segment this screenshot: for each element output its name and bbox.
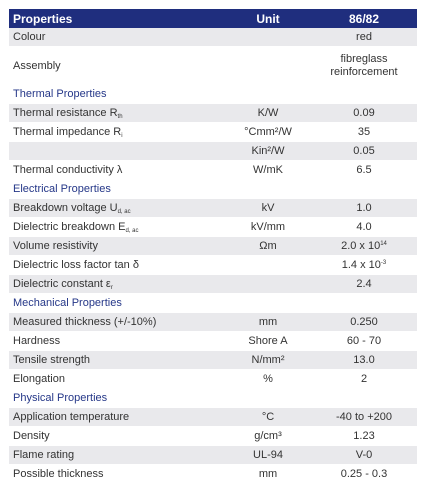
value-text: 4.0 — [356, 221, 372, 233]
value-cell — [311, 411, 417, 423]
unit-cell: W/mK — [253, 164, 283, 176]
value-cell — [311, 259, 417, 271]
table-row — [9, 275, 417, 294]
property-label: Application temperature — [13, 411, 130, 423]
unit-cell: g/cm³ — [254, 430, 282, 442]
value-cell — [311, 107, 417, 119]
property-cell — [9, 449, 225, 461]
property-label: Possible thickness — [13, 468, 104, 480]
unit-cell: Kin²/W — [251, 145, 285, 157]
value-text: 1.0 — [356, 202, 372, 214]
table-row — [9, 218, 417, 237]
property-label: Flame rating — [13, 449, 75, 461]
unit-cell: kV/mm — [250, 221, 286, 233]
property-label: Density — [13, 430, 50, 442]
property-cell — [9, 354, 225, 366]
value-cell — [311, 354, 417, 366]
unit-cell: UL-94 — [253, 449, 283, 461]
value-text: 35 — [357, 126, 371, 138]
value-text: 60 - 70 — [346, 335, 382, 347]
header-grade: 86/82 — [348, 11, 380, 26]
value-text: 13.0 — [353, 354, 375, 366]
header-unit: Unit — [256, 11, 280, 26]
value-exponent: -3 — [380, 260, 387, 266]
property-subscript: th — [117, 114, 123, 120]
property-label: Elongation — [13, 373, 65, 385]
value-cell — [311, 278, 417, 290]
section-title: Electrical Properties — [13, 183, 111, 195]
table-row — [9, 237, 417, 256]
value-text: fibreglass reinforcement — [330, 52, 398, 78]
section-title: Physical Properties — [13, 392, 108, 404]
property-label: Thermal resistance R — [13, 107, 118, 119]
value-cell — [311, 468, 417, 480]
property-label: Assembly — [13, 59, 61, 72]
table-row — [9, 28, 417, 47]
value-text: V-0 — [355, 449, 373, 461]
property-subscript: r — [110, 285, 113, 291]
property-label: Volume resistivity — [13, 240, 98, 252]
unit-cell: Ωm — [259, 240, 277, 252]
property-cell — [9, 202, 225, 214]
property-cell — [9, 107, 225, 119]
value-text: 1.4 x 10 — [341, 259, 381, 271]
table-row — [9, 256, 417, 275]
property-label: Thermal impedance R — [13, 126, 122, 138]
table-body — [9, 28, 417, 484]
value-text: 0.25 - 0.3 — [340, 468, 388, 480]
unit-cell: kV — [261, 202, 275, 214]
value-cell — [311, 53, 417, 79]
value-cell — [311, 31, 417, 43]
table-header — [9, 9, 417, 28]
value-text: red — [356, 31, 372, 43]
section-heading — [9, 389, 417, 408]
table-row — [9, 161, 417, 180]
value-cell — [311, 202, 417, 214]
property-cell — [9, 316, 225, 328]
property-cell — [9, 335, 225, 347]
table-row — [9, 142, 417, 161]
table-row — [9, 446, 417, 465]
unit-cell: °C — [261, 411, 275, 423]
property-cell — [9, 221, 225, 233]
property-subscript: d, ac — [125, 228, 139, 234]
table-row — [9, 47, 417, 85]
value-text: 2.4 — [356, 278, 372, 290]
value-text: 0.250 — [350, 316, 378, 328]
table-row — [9, 427, 417, 446]
property-label: Tensile strength — [13, 354, 91, 366]
value-text: 1.23 — [353, 430, 375, 442]
table-row — [9, 351, 417, 370]
value-text: 2.0 x 10 — [341, 240, 381, 252]
value-text: -40 to +200 — [336, 411, 392, 423]
value-cell — [311, 240, 417, 252]
property-cell — [9, 278, 225, 290]
value-text: 2 — [360, 373, 368, 385]
value-cell — [311, 430, 417, 442]
unit-cell: °Cmm²/W — [244, 126, 292, 138]
unit-cell: K/W — [257, 107, 279, 119]
value-text: 6.5 — [356, 164, 372, 176]
property-label: Hardness — [13, 335, 61, 347]
value-cell — [311, 221, 417, 233]
unit-cell: Shore A — [248, 335, 288, 347]
property-cell — [9, 60, 225, 72]
value-cell — [311, 145, 417, 157]
unit-cell: mm — [258, 468, 278, 480]
property-subscript: d, ac — [117, 209, 131, 215]
section-title: Mechanical Properties — [13, 297, 122, 309]
table-row — [9, 408, 417, 427]
table-row — [9, 370, 417, 389]
property-cell — [9, 240, 225, 252]
table-row — [9, 465, 417, 484]
section-title: Thermal Properties — [13, 88, 107, 100]
value-cell — [311, 164, 417, 176]
section-heading — [9, 294, 417, 313]
property-cell — [9, 126, 225, 138]
table-row — [9, 123, 417, 142]
header-properties: Properties — [13, 11, 73, 26]
property-cell — [9, 31, 225, 43]
property-cell — [9, 411, 225, 423]
section-heading — [9, 85, 417, 104]
value-text: 0.09 — [353, 107, 375, 119]
table-row — [9, 332, 417, 351]
properties-table — [9, 9, 417, 484]
property-cell — [9, 164, 225, 176]
property-label: Dielectric breakdown E — [13, 221, 126, 233]
property-label: Dielectric loss factor tan δ — [13, 259, 139, 271]
value-cell — [311, 449, 417, 461]
property-cell — [9, 468, 225, 480]
property-label: Colour — [13, 31, 46, 43]
section-heading — [9, 180, 417, 199]
unit-cell: N/mm² — [251, 354, 285, 366]
value-cell — [311, 126, 417, 138]
property-label: Measured thickness (+/-10%) — [13, 316, 157, 328]
value-text: 0.05 — [353, 145, 375, 157]
value-cell — [311, 373, 417, 385]
value-exponent: 14 — [380, 241, 387, 247]
property-cell — [9, 259, 225, 271]
table-row — [9, 104, 417, 123]
property-subscript: i — [121, 133, 123, 139]
property-label: Thermal conductivity λ — [13, 164, 123, 176]
property-label: Breakdown voltage U — [13, 202, 118, 214]
value-cell — [311, 335, 417, 347]
property-cell — [9, 430, 225, 442]
property-label: Dielectric constant ε — [13, 278, 111, 290]
unit-cell: % — [263, 373, 273, 385]
table-row — [9, 199, 417, 218]
table-row — [9, 313, 417, 332]
property-cell — [9, 373, 225, 385]
unit-cell: mm — [258, 316, 278, 328]
value-cell — [311, 316, 417, 328]
